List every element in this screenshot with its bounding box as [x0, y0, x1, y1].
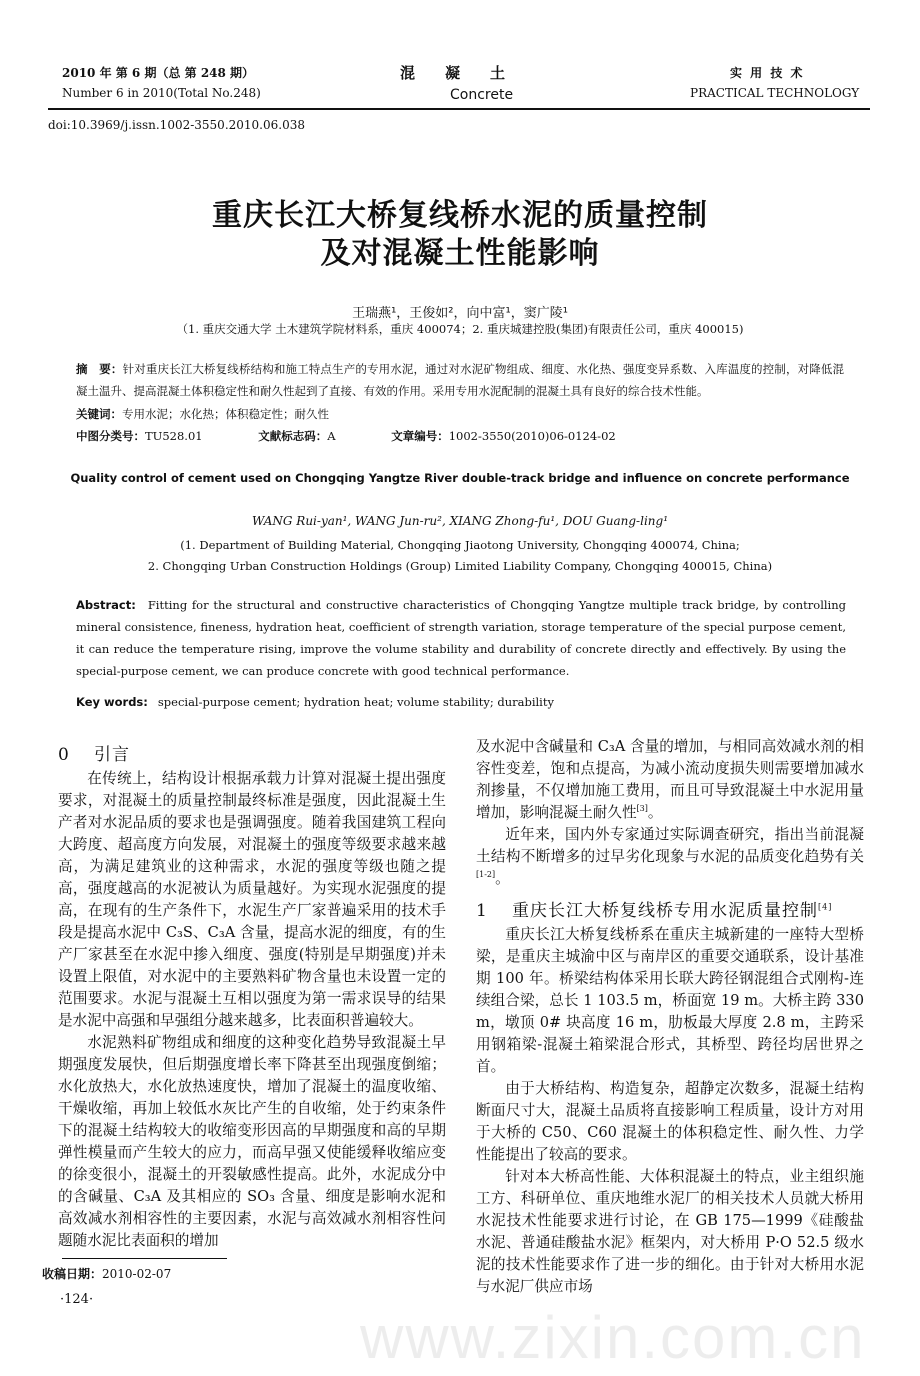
- doc-code-label: 文献标志码：: [258, 429, 328, 443]
- authors-en: WANG Rui-yan¹, WANG Jun-ru², XIANG Zhong-fu¹, DOU Guang-ling¹: [251, 514, 669, 528]
- keywords-en-text: special-purpose cement; hydration heat; volume stability; durability: [157, 695, 554, 709]
- section-title: 重庆长江大桥复线桥专用水泥质量控制: [512, 901, 818, 921]
- clc-value: TU528.01: [145, 429, 203, 443]
- affiliation-en-2: 2. Chongqing Urban Construction Holdings (Group) Limited Liability Company, Chongqing 400015, China): [147, 559, 773, 573]
- citation: [3]: [636, 804, 648, 814]
- paragraph-text: 近年来，国内外专家通过实际调查研究，指出当前混凝土结构不断增多的过早劣化现象与水泥的品质变化趋势有关: [476, 826, 864, 865]
- keywords-en-label: Key words:: [76, 695, 148, 709]
- watermark: www.zixin.com.cn: [360, 1304, 866, 1371]
- keywords-cn-text: 专用水泥；水化热；体积稳定性；耐久性: [122, 407, 329, 421]
- paragraph: 由于大桥结构、构造复杂，超静定次数多，混凝土结构断面尺寸大，混凝土品质将直接影响工程质量，设计方对用于大桥的 C50、C60 混凝土的体积稳定性、耐久性、力学性能提出了较高的要求。: [476, 1080, 864, 1163]
- column-en: PRACTICAL TECHNOLOGY: [690, 86, 860, 100]
- received-value: 2010-02-07: [102, 1267, 172, 1281]
- classification: [76, 426, 844, 446]
- issue-en: Number 6 in 2010(Total No.248): [62, 86, 261, 100]
- section-number: 1: [476, 901, 488, 921]
- doi: doi:10.3969/j.issn.1002-3550.2010.06.038: [48, 118, 305, 132]
- left-column: [58, 742, 446, 1252]
- paragraph: 近年来，国内外专家通过实际调查研究，指出当前混凝土结构不断增多的过早劣化现象与水泥的品质变化趋势有关[1-2]。: [476, 826, 864, 887]
- journal-cn: 混 凝 土: [400, 64, 506, 82]
- article-no-value: 1002-3550(2010)06-0124-02: [448, 429, 616, 443]
- journal-en: Concrete: [450, 87, 514, 103]
- paragraph: 针对本大桥高性能、大体积混凝土的特点，业主组织施工方、科研单位、重庆地维水泥厂的相关技术人员就大桥用水泥技术性能要求进行讨论，在 GB 175—1999《硅酸盐水泥、普通硅酸盐水泥》框架内，对大桥用 P·O 52.5 级水泥的技术性能要求作了进一步的细化。由于针对大桥用水泥与水泥厂供应市场: [476, 1168, 864, 1295]
- received-label: 收稿日期：: [42, 1267, 103, 1281]
- affiliation-cn: （1. 重庆交通大学 土木建筑学院材料系，重庆 400074；2. 重庆城建控股(集团)有限责任公司，重庆 400015): [176, 322, 744, 336]
- abstract-en-text: Fitting for the structural and constructive characteristics of Chongqing Yangtze multiple track bridge, by controlling mineral consistence, fineness, hydration heat, coefficient of strength variation, storage temperature of the special purpose cement, it can reduce the temperature rising, improve the volume stability and durability of concrete directly and effectively. By using the special-purpose cement, we can produce concrete with good technical performance.: [76, 598, 846, 678]
- title-line-1: 重庆长江大桥复线桥水泥的质量控制: [212, 198, 708, 233]
- section-title: 引言: [94, 745, 130, 765]
- section-1-heading: [476, 898, 864, 924]
- page-number: ·124·: [60, 1292, 94, 1307]
- abstract-cn-label: 摘 要：: [76, 362, 123, 376]
- abstract-cn: [76, 358, 844, 402]
- authors-cn: 王瑞燕¹，王俊如²，向中富¹，窦广陵¹: [352, 306, 568, 321]
- citation: [4]: [818, 902, 833, 912]
- article-no-label: 文章编号：: [391, 429, 449, 443]
- section-0-heading: [58, 742, 446, 768]
- citation: [1-2]: [476, 870, 496, 880]
- clc-label: 中图分类号：: [76, 429, 145, 443]
- keywords-cn: [76, 404, 329, 424]
- paragraph: 及水泥中含碱量和 C₃A 含量的增加，与相同高效减水剂的相容性变差，饱和点提高，为减小流动度损失则需要增加减水剂掺量，不仅增加施工费用，而且可导致混凝土中水泥用量增加，影响混凝土耐久性[3]。: [476, 738, 864, 821]
- paragraph: 重庆长江大桥复线桥系在重庆主城新建的一座特大型桥梁，是重庆主城渝中区与南岸区的重要交通联系，设计基准期 100 年。桥梁结构体采用长联大跨径钢混组合式刚构-连续组合梁，总长 1 103.5 m，桥面宽 19 m。大桥主跨 330 m，墩顶 0# 块高度 16 m，肋板最大厚度 2.8 m，主跨采用钢箱梁-混凝土箱梁混合形式，其桥型、跨径均居世界之首。: [476, 926, 864, 1075]
- title-en: Quality control of cement used on Chongqing Yangtze River double-track bridge and influence on concrete performance: [70, 471, 850, 485]
- paragraph-text: 及水泥中含碱量和 C₃A 含量的增加，与相同高效减水剂的相容性变差，饱和点提高，为减小流动度损失则需要增加减水剂掺量，不仅增加施工费用，而且可导致混凝土中水泥用量增加，影响混凝土耐久性: [476, 738, 864, 821]
- paragraph: 水泥熟料矿物组成和细度的这种变化趋势导致混凝土早期强度发展快，但后期强度增长率下降甚至出现强度倒缩；水化放热大，水化放热速度快，增加了混凝土的温度收缩、干燥收缩，再加上较低水灰比产生的自收缩，处于约束条件下的混凝土结构较大的收缩变形因高的早期强度和高的早期弹性模量而产生较大的应力，而高早强又使能缓释收缩应变的徐变很小，混凝土的开裂敏感性提高。此外，水泥成分中的含碱量、C₃A 及其相应的 SO₃ 含量、细度是影响水泥和高效减水剂相容性的主要因素，水泥与高效减水剂相容性问题随水泥比表面积的增加: [58, 1034, 446, 1249]
- doc-code-value: A: [327, 429, 336, 443]
- abstract-en-label: Abstract:: [76, 598, 136, 612]
- received-date: [42, 1265, 171, 1283]
- abstract-cn-text: 针对重庆长江大桥复线桥结构和施工特点生产的专用水泥，通过对水泥矿物组成、细度、水化热、强度变异系数、入库温度的控制，对降低混凝土温升、提高混凝土体积稳定性和耐久性起到了直接、有效的作用。采用专用水泥配制的混凝土具有良好的综合技术性能。: [76, 362, 845, 398]
- keywords-cn-label: 关键词：: [76, 407, 122, 421]
- section-number: 0: [58, 745, 70, 765]
- issue-cn: 2010 年 第 6 期（总 第 248 期）: [62, 66, 255, 80]
- affiliation-en-1: (1. Department of Building Material, Chongqing Jiaotong University, Chongqing 400074, China;: [180, 538, 740, 552]
- column-cn: 实 用 技 术: [730, 66, 805, 80]
- right-column: [476, 736, 864, 1298]
- abstract-en: [76, 594, 846, 682]
- footnote-rule: [62, 1258, 227, 1259]
- header-rule: [48, 108, 870, 110]
- title-line-2: 及对混凝土性能影响: [320, 236, 600, 271]
- keywords-en: [76, 692, 554, 712]
- paragraph: 在传统上，结构设计根据承载力计算对混凝土提出强度要求，对混凝土的质量控制最终标准是强度，因此混凝土生产者对水泥品质的要求也是强调强度。随着我国建筑工程向大跨度、超高度方向发展，对混凝土的强度等级要求越来越高，为满足建筑业的这种需求，水泥的强度等级也随之提高，强度越高的水泥被认为质量越好。为实现水泥强度的提高，在现有的生产条件下，水泥生产厂家普遍采用的技术手段是提高水泥中 C₃S、C₃A 含量，提高水泥的细度，有的生产厂家甚至在水泥中掺入细度、强度(特别是早期强度)并未设置上限值，对水泥中的主要熟料矿物含量也未设置一定的范围要求。水泥与混凝土互相以强度为第一需求误导的结果是水泥中高强和早强组分越来越多，比表面积普遍较大。: [58, 770, 446, 1029]
